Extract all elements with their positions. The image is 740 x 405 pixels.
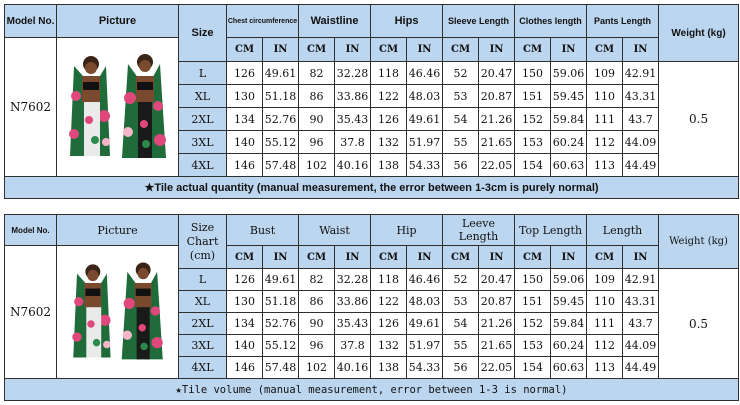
unit-label: CM [227, 246, 263, 269]
value-cell: 37.8 [335, 335, 371, 357]
unit-label: IN [335, 246, 371, 269]
waist-header: Waistline [299, 5, 371, 38]
value-cell: 32.28 [335, 62, 371, 85]
value-cell: 112 [587, 131, 623, 154]
value-cell: 122 [371, 291, 407, 313]
value-cell: 60.63 [551, 357, 587, 379]
value-cell: 35.43 [335, 313, 371, 335]
value-cell: 110 [587, 85, 623, 108]
value-cell: 146 [227, 154, 263, 177]
leeve-length-header: Leeve Length [443, 215, 515, 246]
unit-label: CM [371, 38, 407, 62]
value-cell: 132 [371, 131, 407, 154]
value-cell: 140 [227, 131, 263, 154]
value-cell: 35.43 [335, 108, 371, 131]
product-photo [57, 246, 179, 379]
value-cell: 51.97 [407, 131, 443, 154]
unit-label: IN [407, 38, 443, 62]
value-cell: 134 [227, 313, 263, 335]
value-cell: 53 [443, 291, 479, 313]
value-cell: 60.24 [551, 131, 587, 154]
weight-header: Weight (kg) [659, 5, 739, 62]
value-cell: 21.65 [479, 131, 515, 154]
value-cell: 51.18 [263, 291, 299, 313]
value-cell: 54 [443, 108, 479, 131]
size-cell: 3XL [179, 131, 227, 154]
value-cell: 55 [443, 335, 479, 357]
value-cell: 59.06 [551, 269, 587, 291]
value-cell: 109 [587, 62, 623, 85]
size-cell: 4XL [179, 154, 227, 177]
unit-label: IN [623, 246, 659, 269]
value-cell: 40.16 [335, 154, 371, 177]
value-cell: 20.87 [479, 85, 515, 108]
value-cell: 102 [299, 154, 335, 177]
value-cell: 60.63 [551, 154, 587, 177]
value-cell: 150 [515, 269, 551, 291]
value-cell: 54 [443, 313, 479, 335]
top-length-header: Top Length [515, 215, 587, 246]
value-cell: 86 [299, 85, 335, 108]
value-cell: 126 [227, 62, 263, 85]
bust-header: Bust [227, 215, 299, 246]
weight-value: 0.5 [659, 269, 739, 379]
size-cell: 2XL [179, 313, 227, 335]
unit-label: IN [263, 38, 299, 62]
value-cell: 49.61 [407, 313, 443, 335]
model-number: N7602 [5, 246, 57, 379]
value-cell: 21.26 [479, 108, 515, 131]
waist-header: Waist [299, 215, 371, 246]
unit-label: IN [335, 38, 371, 62]
value-cell: 49.61 [263, 269, 299, 291]
value-cell: 130 [227, 85, 263, 108]
value-cell: 57.48 [263, 357, 299, 379]
unit-label: CM [299, 246, 335, 269]
size-cell: L [179, 269, 227, 291]
clothes-length-header: Clothes length [515, 5, 587, 38]
size-cell: 3XL [179, 335, 227, 357]
size-cell: XL [179, 291, 227, 313]
value-cell: 22.05 [479, 154, 515, 177]
value-cell: 44.49 [623, 154, 659, 177]
value-cell: 32.28 [335, 269, 371, 291]
value-cell: 152 [515, 108, 551, 131]
value-cell: 21.65 [479, 335, 515, 357]
value-cell: 22.05 [479, 357, 515, 379]
length-header: Length [587, 215, 659, 246]
value-cell: 86 [299, 291, 335, 313]
unit-label: CM [515, 38, 551, 62]
value-cell: 122 [371, 85, 407, 108]
value-cell: 42.91 [623, 269, 659, 291]
value-cell: 51.97 [407, 335, 443, 357]
size-chart-table-1 [4, 4, 739, 199]
value-cell: 52.76 [263, 313, 299, 335]
value-cell: 43.31 [623, 85, 659, 108]
value-cell: 153 [515, 131, 551, 154]
value-cell: 48.03 [407, 291, 443, 313]
picture-header: Picture [57, 215, 179, 246]
value-cell: 126 [371, 313, 407, 335]
unit-label: CM [371, 246, 407, 269]
value-cell: 132 [371, 335, 407, 357]
measurement-note: ★Tile volume (manual measurement, error between 1-3 is normal) [5, 379, 739, 401]
value-cell: 90 [299, 108, 335, 131]
value-cell: 153 [515, 335, 551, 357]
model-no-header: Model No. [5, 5, 57, 38]
value-cell: 60.24 [551, 335, 587, 357]
unit-label: IN [551, 246, 587, 269]
value-cell: 82 [299, 269, 335, 291]
model-no-header: Model No. [5, 215, 57, 246]
size-cell: 2XL [179, 108, 227, 131]
weight-header: Weight (kg) [659, 215, 739, 269]
value-cell: 48.03 [407, 85, 443, 108]
value-cell: 59.06 [551, 62, 587, 85]
value-cell: 90 [299, 313, 335, 335]
value-cell: 138 [371, 357, 407, 379]
size-cell: 4XL [179, 357, 227, 379]
value-cell: 57.48 [263, 154, 299, 177]
value-cell: 126 [371, 108, 407, 131]
value-cell: 33.86 [335, 85, 371, 108]
hip-header: Hip [371, 215, 443, 246]
hips-header: Hips [371, 5, 443, 38]
value-cell: 112 [587, 335, 623, 357]
value-cell: 43.7 [623, 313, 659, 335]
unit-label: CM [515, 246, 551, 269]
value-cell: 55.12 [263, 131, 299, 154]
value-cell: 59.45 [551, 85, 587, 108]
value-cell: 102 [299, 357, 335, 379]
value-cell: 54.33 [407, 357, 443, 379]
size-chart-table-2 [4, 214, 739, 401]
unit-label: IN [407, 246, 443, 269]
value-cell: 53 [443, 85, 479, 108]
value-cell: 52 [443, 269, 479, 291]
unit-label: IN [263, 246, 299, 269]
value-cell: 42.91 [623, 62, 659, 85]
value-cell: 49.61 [263, 62, 299, 85]
value-cell: 126 [227, 269, 263, 291]
value-cell: 130 [227, 291, 263, 313]
unit-label: IN [623, 38, 659, 62]
product-photo [57, 38, 179, 177]
unit-label: IN [551, 38, 587, 62]
value-cell: 37.8 [335, 131, 371, 154]
value-cell: 151 [515, 291, 551, 313]
value-cell: 154 [515, 154, 551, 177]
size-chart-header: Size Chart (cm) [179, 215, 227, 269]
value-cell: 118 [371, 269, 407, 291]
size-cell: XL [179, 85, 227, 108]
value-cell: 111 [587, 313, 623, 335]
value-cell: 134 [227, 108, 263, 131]
unit-label: CM [299, 38, 335, 62]
value-cell: 20.87 [479, 291, 515, 313]
value-cell: 109 [587, 269, 623, 291]
model-photo-icon [62, 255, 174, 365]
value-cell: 59.84 [551, 108, 587, 131]
value-cell: 59.84 [551, 313, 587, 335]
value-cell: 154 [515, 357, 551, 379]
value-cell: 110 [587, 291, 623, 313]
unit-label: CM [587, 38, 623, 62]
size-header: Size [179, 5, 227, 62]
measurement-note: ★Tile actual quantity (manual measurement, the error between 1-3cm is purely normal) [5, 177, 739, 199]
value-cell: 43.7 [623, 108, 659, 131]
value-cell: 151 [515, 85, 551, 108]
model-number: N7602 [5, 38, 57, 177]
value-cell: 46.46 [407, 62, 443, 85]
value-cell: 111 [587, 108, 623, 131]
chest-header: Chest circumference [227, 5, 299, 38]
value-cell: 49.61 [407, 108, 443, 131]
value-cell: 150 [515, 62, 551, 85]
value-cell: 82 [299, 62, 335, 85]
value-cell: 118 [371, 62, 407, 85]
unit-label: CM [227, 38, 263, 62]
value-cell: 59.45 [551, 291, 587, 313]
unit-label: CM [587, 246, 623, 269]
value-cell: 113 [587, 154, 623, 177]
value-cell: 96 [299, 335, 335, 357]
value-cell: 56 [443, 154, 479, 177]
unit-label: IN [479, 38, 515, 62]
value-cell: 20.47 [479, 269, 515, 291]
value-cell: 55 [443, 131, 479, 154]
unit-label: IN [479, 246, 515, 269]
size-cell: L [179, 62, 227, 85]
value-cell: 140 [227, 335, 263, 357]
value-cell: 113 [587, 357, 623, 379]
value-cell: 56 [443, 357, 479, 379]
unit-label: CM [443, 38, 479, 62]
picture-header: Picture [57, 5, 179, 38]
value-cell: 20.47 [479, 62, 515, 85]
value-cell: 52.76 [263, 108, 299, 131]
value-cell: 54.33 [407, 154, 443, 177]
value-cell: 55.12 [263, 335, 299, 357]
value-cell: 44.09 [623, 335, 659, 357]
value-cell: 40.16 [335, 357, 371, 379]
sleeve-header: Sleeve Length [443, 5, 515, 38]
weight-value: 0.5 [659, 62, 739, 177]
value-cell: 52 [443, 62, 479, 85]
pants-length-header: Pants Length [587, 5, 659, 38]
value-cell: 21.26 [479, 313, 515, 335]
value-cell: 43.31 [623, 291, 659, 313]
value-cell: 44.49 [623, 357, 659, 379]
unit-label: CM [443, 246, 479, 269]
value-cell: 146 [227, 357, 263, 379]
value-cell: 44.09 [623, 131, 659, 154]
value-cell: 46.46 [407, 269, 443, 291]
model-photo-icon [62, 46, 174, 164]
value-cell: 96 [299, 131, 335, 154]
value-cell: 152 [515, 313, 551, 335]
value-cell: 33.86 [335, 291, 371, 313]
value-cell: 138 [371, 154, 407, 177]
value-cell: 51.18 [263, 85, 299, 108]
